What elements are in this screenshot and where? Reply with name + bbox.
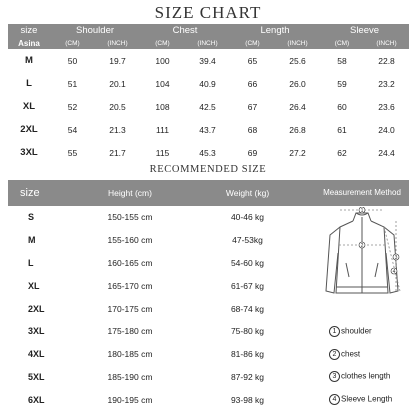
value-cell: 42.5 (199, 101, 216, 112)
value-cell: 65 (247, 55, 258, 66)
value-cell: 23.6 (378, 101, 395, 112)
height-cell: 155-160 cm (107, 235, 153, 246)
size-cell: 6XL (28, 394, 45, 405)
value-cell: 61 (337, 124, 347, 135)
marker-2: 2 (360, 242, 364, 249)
value-cell: 68 (247, 124, 258, 135)
table-row (8, 141, 409, 164)
marker-1: 1 (360, 207, 364, 214)
height-cell: 175-180 cm (107, 326, 153, 337)
value-cell: 60 (337, 101, 347, 112)
recommended-size-table (8, 180, 409, 411)
unit-cm: (CM) (334, 39, 350, 47)
value-cell: 26.4 (289, 101, 306, 112)
size-chart-title: SIZE CHART (154, 3, 262, 22)
size-cell: 4XL (28, 349, 45, 360)
value-cell: 21.3 (109, 124, 126, 135)
measurement-legend-item (315, 343, 409, 366)
size-header: size (20, 187, 40, 199)
height-cell: 160-165 cm (107, 257, 153, 268)
measurement-legend-item (315, 388, 409, 411)
size-cell: 2XL (20, 124, 38, 135)
value-cell: 26.0 (289, 78, 306, 89)
value-cell: 20.1 (109, 78, 126, 89)
recommended-header-row (8, 180, 409, 206)
size-cell: 2XL (28, 303, 45, 314)
value-cell: 22.8 (378, 55, 395, 66)
table-row (8, 72, 409, 95)
value-cell: 111 (156, 124, 169, 135)
table-row (8, 343, 409, 366)
size-cell: 3XL (20, 147, 38, 158)
unit-inch: (INCH) (197, 39, 218, 47)
value-cell: 50 (67, 55, 78, 66)
value-cell: 19.7 (109, 55, 126, 66)
measurement-method-header: Measurement Method (323, 188, 401, 197)
unit-inch: (INCH) (107, 39, 128, 47)
value-cell: 58 (337, 55, 347, 66)
unit-inch: (INCH) (287, 39, 308, 47)
weight-cell: 61-67 kg (230, 280, 265, 291)
size-cell: L (28, 257, 34, 268)
unit-cm: (CM) (65, 39, 80, 47)
value-cell: 54 (67, 124, 78, 135)
number-circle-icon: 2 (329, 349, 340, 360)
measurement-label: clothes length (341, 372, 391, 382)
size-chart-header-row (8, 24, 409, 37)
value-cell: 43.7 (199, 124, 216, 135)
length-header: Length (260, 25, 290, 36)
shoulder-header: Shoulder (75, 25, 115, 36)
weight-cell: 75-80 kg (230, 326, 265, 337)
marker-3: 3 (394, 254, 398, 261)
measurement-label: shoulder (341, 326, 372, 336)
measurement-label: chest (341, 349, 361, 359)
table-row (8, 388, 409, 411)
value-cell: 26.8 (289, 124, 306, 135)
value-cell: 39.4 (199, 55, 216, 66)
height-cell: 180-185 cm (107, 349, 153, 360)
weight-cell: 54-60 kg (230, 257, 265, 268)
size-chart-units-row (8, 37, 409, 49)
marker-4: 4 (392, 268, 396, 275)
weight-header: Weight (kg) (225, 188, 270, 198)
brand-label: Asina (18, 38, 40, 48)
value-cell: 20.5 (109, 101, 126, 112)
jacket-diagram-cell (315, 206, 409, 320)
size-header: size (20, 25, 38, 36)
value-cell: 27.2 (289, 147, 306, 158)
measurement-legend-item (315, 366, 409, 389)
unit-cm: (CM) (155, 39, 170, 47)
weight-cell: 40-46 kg (230, 212, 265, 223)
number-circle-icon: 1 (329, 326, 340, 337)
value-cell: 23.2 (378, 78, 395, 89)
size-cell: M (28, 235, 36, 246)
height-cell: 185-190 cm (107, 371, 153, 382)
value-cell: 67 (247, 101, 258, 112)
table-row (8, 320, 409, 343)
value-cell: 24.0 (378, 124, 395, 135)
height-cell: 170-175 cm (107, 303, 153, 314)
recommended-size-title: RECOMMENDED SIZE (149, 164, 267, 175)
sleeve-header: Sleeve (349, 25, 380, 36)
value-cell: 115 (155, 147, 170, 158)
height-header: Height (cm) (108, 188, 152, 198)
number-circle-icon: 4 (329, 394, 340, 405)
table-row (8, 206, 409, 229)
size-cell: 3XL (28, 326, 45, 337)
value-cell: 52 (67, 101, 78, 112)
value-cell: 45.3 (199, 147, 216, 158)
size-chart-table (8, 24, 409, 164)
size-cell: S (28, 212, 35, 223)
value-cell: 104 (155, 78, 170, 89)
height-cell: 150-155 cm (107, 212, 153, 223)
value-cell: 25.6 (289, 55, 306, 66)
height-cell: 165-170 cm (107, 280, 153, 291)
jacket-measurement-diagram (322, 207, 402, 317)
unit-inch: (INCH) (376, 39, 397, 47)
value-cell: 69 (247, 147, 258, 158)
value-cell: 40.9 (199, 78, 216, 89)
table-row (8, 95, 409, 118)
size-cell: XL (28, 280, 40, 291)
value-cell: 66 (247, 78, 258, 89)
weight-cell: 87-92 kg (230, 371, 265, 382)
table-row (8, 366, 409, 389)
chest-header: Chest (172, 25, 198, 36)
weight-cell: 93-98 kg (230, 394, 265, 405)
table-row (8, 118, 409, 141)
value-cell: 24.4 (378, 147, 395, 158)
number-circle-icon: 3 (329, 371, 340, 382)
unit-cm: (CM) (245, 39, 260, 47)
size-cell: L (26, 78, 32, 89)
table-row (8, 49, 409, 72)
size-cell: XL (22, 101, 36, 112)
size-cell: M (25, 55, 33, 66)
size-cell: 5XL (28, 371, 45, 382)
measurement-legend-item (315, 320, 409, 343)
weight-cell: 47-53kg (232, 235, 263, 246)
value-cell: 59 (337, 78, 347, 89)
measurement-label: Sleeve Length (341, 394, 393, 404)
weight-cell: 81-86 kg (230, 349, 265, 360)
value-cell: 100 (155, 55, 170, 66)
weight-cell: 68-74 kg (230, 303, 265, 314)
value-cell: 21.7 (109, 147, 126, 158)
value-cell: 51 (67, 78, 78, 89)
value-cell: 108 (155, 101, 170, 112)
value-cell: 62 (337, 147, 347, 158)
value-cell: 55 (67, 147, 78, 158)
height-cell: 190-195 cm (107, 394, 153, 405)
